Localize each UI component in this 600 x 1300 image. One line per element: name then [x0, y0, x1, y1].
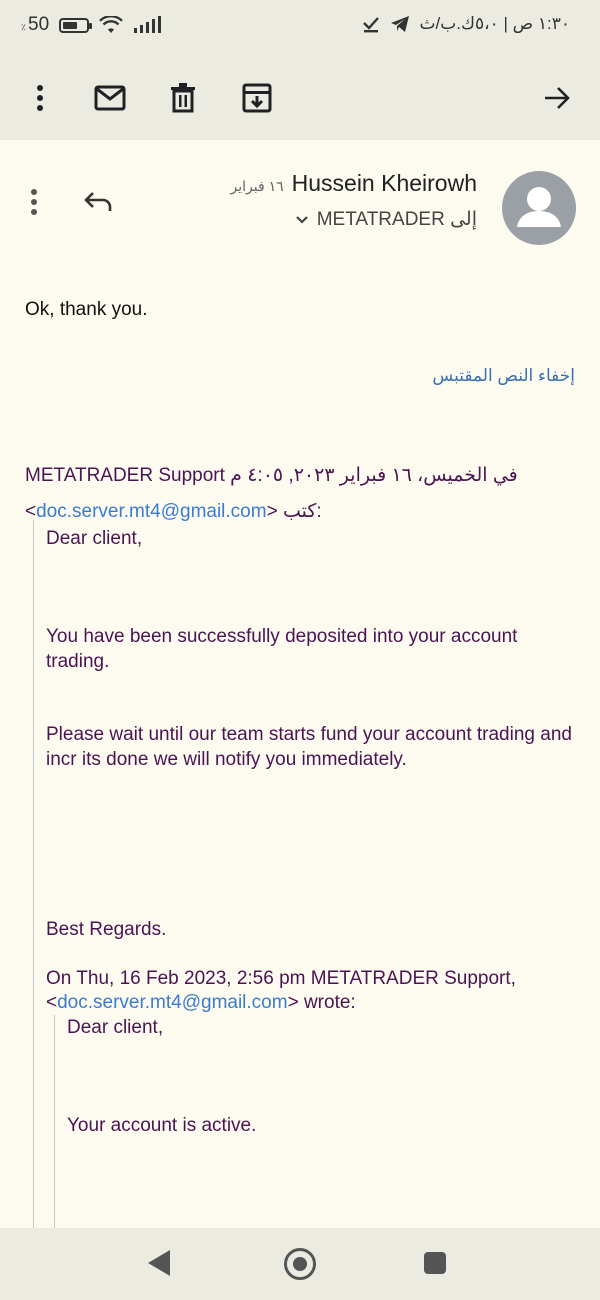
message-more-icon[interactable]: [18, 184, 50, 220]
hide-quoted-text-link[interactable]: إخفاء النص المقتبس: [432, 366, 575, 385]
sender-name[interactable]: Hussein Kheirowh: [291, 170, 477, 196]
nested-paragraph: Your account is active.: [67, 1115, 257, 1136]
status-right: [362, 14, 570, 34]
wifi-icon: [99, 16, 123, 34]
battery-icon: [59, 18, 89, 33]
delete-icon[interactable]: [159, 74, 207, 122]
recipient-label: إلى METATRADER: [316, 209, 477, 230]
archive-icon[interactable]: [233, 74, 281, 122]
quoted-paragraph: Please wait until our team starts fund your account trading and incr its done we will notify you immediately.: [46, 724, 572, 770]
email-toolbar: [0, 56, 600, 140]
forward-arrow-icon[interactable]: [533, 74, 581, 122]
nav-back-icon[interactable]: [148, 1250, 170, 1276]
nested-greeting: Dear client,: [67, 1017, 164, 1038]
nested-sender-email-link[interactable]: doc.server.mt4@gmail.com: [57, 992, 288, 1013]
quote-bar: [33, 520, 34, 1228]
reply-text: Ok, thank you.: [25, 299, 148, 320]
status-bar: [0, 0, 600, 56]
navigation-bar: [0, 1228, 600, 1300]
avatar[interactable]: [502, 171, 576, 245]
status-time: ١:٣٠ ص | ٥،٠ك.ب/ث: [419, 14, 570, 33]
nav-recents-icon[interactable]: [424, 1252, 446, 1274]
mark-unread-icon[interactable]: [86, 74, 134, 122]
battery-percentage: ٪ 50: [21, 14, 50, 35]
quoted-regards: Best Regards.: [46, 919, 167, 940]
download-done-icon: [362, 15, 380, 33]
quote-header-line: في الخميس، ١٦ فبراير ٢٠٢٣, ٤:٠٥ م METATRADER Support: [25, 465, 518, 486]
nested-quote-header: On Thu, 16 Feb 2023, 2:56 pm METATRADER Support,: [46, 968, 516, 989]
status-left-icons: [21, 14, 161, 36]
more-vert-icon[interactable]: [16, 74, 64, 122]
sender-line: [231, 170, 477, 197]
telegram-icon: [390, 15, 410, 33]
recipient-line[interactable]: [295, 208, 477, 231]
nested-quote-bar: [54, 1015, 55, 1228]
reply-icon[interactable]: [78, 182, 118, 222]
signal-icon: [133, 16, 161, 34]
quoted-greeting: Dear client,: [46, 528, 143, 549]
message-date: ١٦ فبراير: [230, 178, 284, 194]
nested-quote-email-line: <doc.server.mt4@gmail.com> wrote:: [46, 992, 356, 1013]
quote-header: [25, 458, 580, 530]
chevron-down-icon[interactable]: [295, 215, 309, 225]
sender-email-link[interactable]: doc.server.mt4@gmail.com: [36, 501, 267, 522]
nav-home-icon[interactable]: [284, 1248, 316, 1280]
quote-header-email-line: <doc.server.mt4@gmail.com> كتب:: [25, 501, 322, 522]
quoted-paragraph: You have been successfully deposited into your account trading.: [46, 626, 518, 672]
